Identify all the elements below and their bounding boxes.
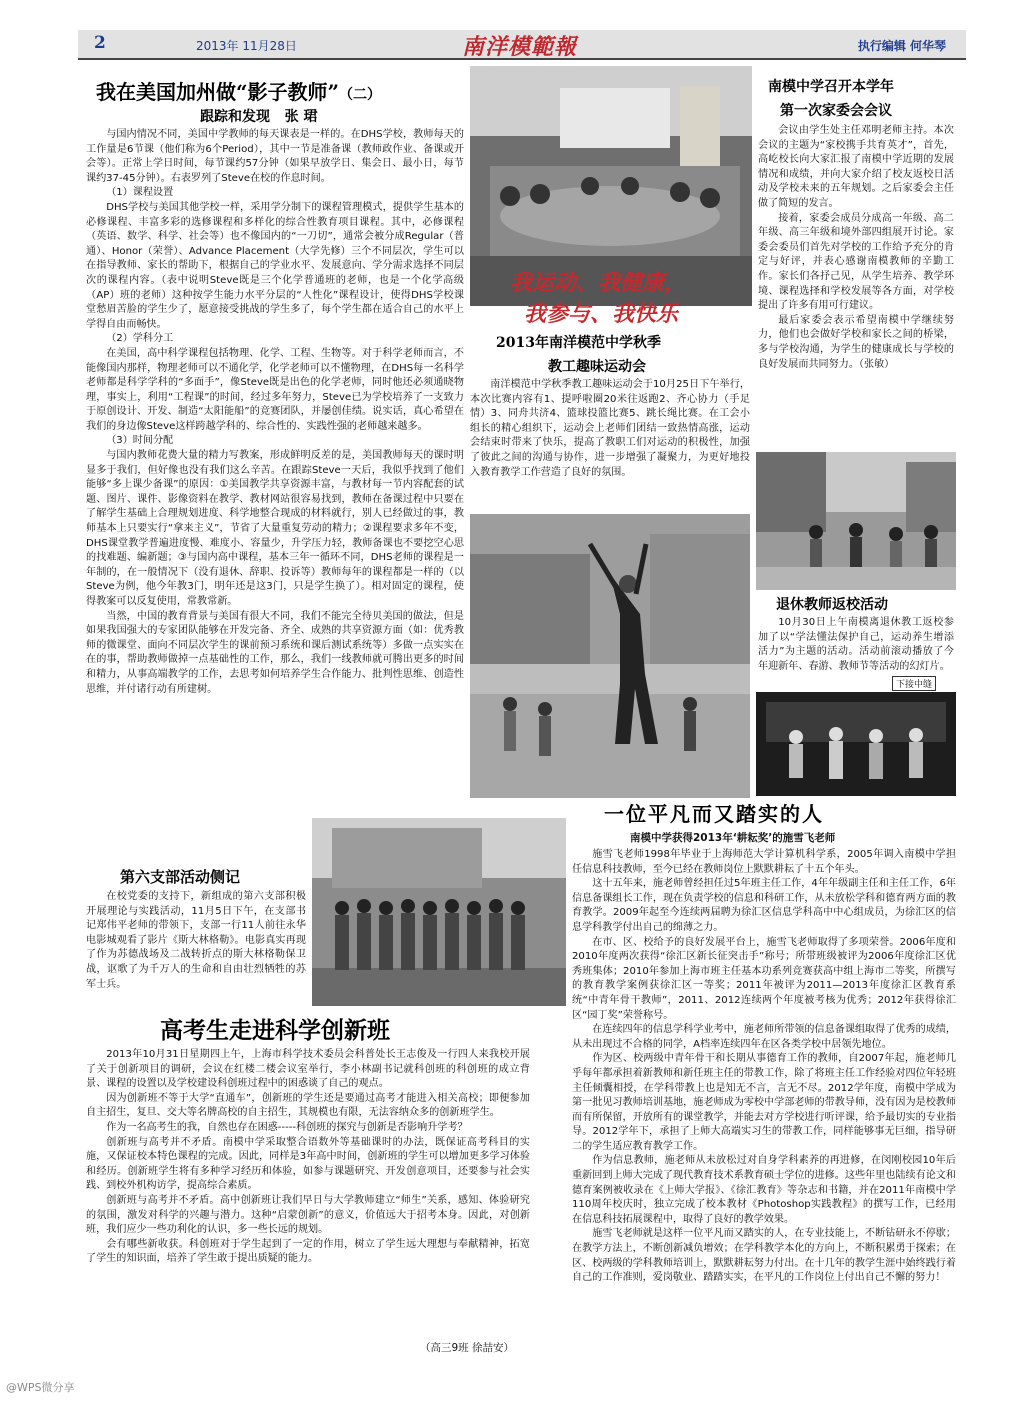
retired-continued-note: 下接中缝 <box>892 676 936 691</box>
science-byline: （高三9班 徐喆安） <box>420 1342 515 1354</box>
article1-para: （2）学科分工 <box>106 333 174 345</box>
science-para: 2013年10月31日星期四上午，上海市科学技术委员会科普处长王志俊及一行四人来我校开展了关于创新项目的调研，会议在红楼二楼会议室举行，李小林副书记就科创班的科创班的成立背景、课程的设置以及学校建设科创班过程中的困惑谈了自己的观点。 <box>86 1049 530 1090</box>
party-branch-image <box>312 818 566 1006</box>
article1-para: 在美国，高中科学课程包括物理、化学、工程、生物等。对于科学老师而言，不能像国内那样，物理老师可以不通化学，化学老师可以不懂物理，在DHS每一名科学老师都是科学学科的“多面手”，像Steve既是出色的化学老师，同时他还必须通晓物理，事实上，利用“工程课”的时间，经过多年努力，Steve已为学校培养了一支致力于原创设计、开发、制造“太阳能船”的竞赛团队，并屡创佳绩。说实话，真心希望在我们的身边像Steve这样跨越学科的、综合性的、实践性强的老师越来越多。 <box>86 347 464 432</box>
sports-title-1: 2013年南洋模范中学秋季 <box>496 335 661 351</box>
science-title: 高考生走进科学创新班 <box>160 1017 390 1044</box>
party-branch-title: 第六支部活动侧记 <box>120 868 241 886</box>
executive-editor: 执行编辑 何华琴 <box>857 39 946 53</box>
article1-subtitle-line <box>200 106 318 126</box>
teacher-para: 在连续四年的信息学科学业考中，施老师所带领的信息备课组取得了优秀的成绩，从未出现过不合格的同学，A档率连续四年在区各类学校中居领先地位。 <box>572 1024 956 1050</box>
retired-title: 退休教师返校活动 <box>776 597 888 613</box>
basketball-photo-image <box>470 514 750 798</box>
article1-para: 与国内情况不同，美国中学教师的每天课表是一样的。在DHS学校，教师每天的工作量是6节课（他们称为6个Period），其中一节是准备课（教师政作业、备课或开会等）。正常上学日时间，每节课约57分钟（如果早放学日、集会日、最小日，每节课约37-45分钟）。右表罗列了Steve在校的作息时间。 <box>86 129 464 184</box>
teacher-para: 作为区、校两级中青年骨干和长期从事德育工作的教师，自2007年起，施老师几乎每年都承担着新教师和新任班主任的带教工作，除了将班主任工作经验对四位年轻班主任倾囊相授，在学科带教上也是知无不言，言无不尽。2012学年度，南模中学成为第一批见习教师培训基地，施老师成为零校中学部老师的带教导师，没有因为是校教师而有所保留，开放所有的课堂教学，并能去对方学校进行听评课，给予最切实的专业指导。2012学年下，承担了上师大高端实习生的带教工作，同样能够事无巨细，指导研二的学生适应教育教学工作。 <box>572 1053 956 1152</box>
page-header <box>78 30 966 60</box>
sports-slogan-1: 我运动、我健康， <box>510 270 687 296</box>
parents-para: 会议由学生处主任邓明老师主持。本次会议的主题为“家校携手共育英才”，首先，高屹校长向大家汇报了南模中学近期的发展情况和成绩，并向大家介绍了校友返校日活动及学校未来的五年规划。之后家委会主任做了简短的发言。 <box>758 125 954 209</box>
sports-slogan-2: 我参与、我快乐 <box>524 301 679 327</box>
article1-para: DHS学校与美国其他学校一样，采用学分制下的课程管理模式，提供学生基本的必修课程、丰富多彩的选修课程和多样化的综合性教育项目课程。其中，必修课程（英语、数学、科学、社会等）也不像国内的“一刀切”，通常会被分成Regular（普通）、Honor（荣誉）、Advance Placement（大学先修）三个不同层次，学生可以在指导教师、家长的帮助下，根据自己的学业水平、发展意向、学分需求选择不同层次的课程内容。（表中说明Steve既是三个化学普通班的老师，也是一个化学高级（AP）班的老师）这种按学生能力水平分层的“人性化”课程设计，使得DHS学校课堂愁眉苦脸的学生少了，愿意接受挑战的学生多了，每个学生都在适合自己的水平上学得自由而畅快。 <box>86 201 464 330</box>
retired-photo-outdoor <box>756 452 956 590</box>
party-branch-photo <box>312 818 566 1006</box>
teacher-para: 作为信息教师，施老师从未放松过对自身学科素养的再进修，在闵刚校园10年后重新回到上师大完成了现代教育技术系教育硕士学位的进修。这些年里也陆续有论文和德育案例被收录在《上师大学报》、《徐汇教育》等杂志和书籍，并在2011年南模中学110周年校庆时，独立完成了校本教材《Photoshop实践教程》的撰写工作，已经用在信息科技拓展课程中，取得了良好的教学效果。 <box>572 1155 956 1225</box>
science-para: 因为创新班不等于大学“直通车”，创新班的学生还是要通过高考才能进入相关高校；即便参加自主招生，复旦、交大等名牌高校的自主招生，其规模也有限，无法容纳众多的创新班学生。 <box>86 1092 530 1119</box>
teacher-subtitle: 南模中学获得2013年‘耕耘奖’的施雪飞老师 <box>630 832 836 844</box>
parents-title-2: 第一次家委会会议 <box>780 103 892 119</box>
retired-para: 10月30日上午南模离退休教工返校参加了以“学法懂法保护自己，运动养生增添活力”为主题的活动。活动前滚动播放了今年迎新年、春游、教师节等活动的幻灯片。 <box>758 617 954 672</box>
party-branch-body <box>86 890 306 1016</box>
parents-para: 最后家委会表示希望南模中学继续努力，他们也会做好学校和家长之间的桥梁，多与学校沟通，为学生的健康成长与学校的良好发展而共同努力。（张敏） <box>758 314 954 370</box>
retired-outdoor-image <box>756 452 956 590</box>
issue-date: 2013年 11月28日 <box>196 39 297 53</box>
parents-para: 接着，家委会成员分成高一年级、高二年级、高三年级和境外部四组展开讨论。家委会委员们首先对学校的工作给予充分的肯定与好评，并表心感谢南模教师的辛勤工作。家长们各抒己见，从学生培养、教学环境、课程选择和学校发展等各方面，对学校提出了许多有用可行建议。 <box>758 212 954 312</box>
science-para: 会有哪些新收获。科创班对于学生起到了一定的作用，树立了学生远大理想与奉献精神，拓宽了学生的知识面，培养了学生敢于提出质疑的能力。 <box>86 1238 530 1265</box>
parents-title-1: 南模中学召开本学年 <box>768 79 894 95</box>
wps-watermark: @WPS微分享 <box>6 1381 75 1394</box>
article1-body <box>86 128 464 818</box>
article1-subtitle: 跟踪和发现 <box>200 109 270 125</box>
teacher-para: 施雪飞老师就是这样一位平凡而又踏实的人，在专业技能上，不断钻研永不停歇；在教学方法上，不断创新减负增效；在学科教学本化的方向上，不断积累勇于探索；在区、校两级的学科教师培训上，默默耕耘努力付出。在十几年的教学生涯中始终践行着自己的工作准则，爱岗敬业、踏踏实实，在平凡的工作岗位上付出自己不懈的努力！ <box>572 1228 956 1284</box>
science-para: 创新班与高考并不矛盾。高中创新班让我们早日与大学教师建立“师生”关系，感知、体验研究的氛围，激发对科学的兴趣与潜力。这种“启蒙创新”的意义，价值远大于招考本身。因此，对创新班，我们应少一些功利化的认识，多一些长远的规划。 <box>86 1194 530 1236</box>
sports-photo-basketball <box>470 514 750 798</box>
teacher-para: 施雪飞老师1998年毕业于上海师范大学计算机科学系，2005年调入南模中学担任信息科技教师，至今已经在教师岗位上默默耕耘了十五个年头。 <box>572 849 956 875</box>
parents-body <box>758 124 954 446</box>
teacher-body <box>572 848 956 1364</box>
science-para: 作为一名高考生的我，自然也存在困惑-----科创班的探究与创新是否影响升学考？ <box>106 1121 468 1133</box>
science-body <box>86 1048 530 1336</box>
masthead-logo: 南洋模範報 <box>462 34 578 60</box>
article1-para: （3）时间分配 <box>106 435 174 447</box>
article1-para: 与国内教师花费大量的精力写教案，形成鲜明反差的是，美国教师每天的课时明显多于我们，但好像也没有我们这么辛苦。在跟踪Steve一天后，我似乎找到了他们能够“多上课少备课”的原因：①美国教学共享资源丰富，与教材每一节内容配套的试题、图片、课件、影像资料在教学、教材网站很容易找到，教师在备课过程中只要在了解学生基础上合理规划进度、科学地整合现成的材料就行，别人已经做过的事，教师基本上只要实行“拿来主义”，节省了大量重复劳动的精力；②课程要求多年不变，DHS课堂教学普遍进度慢、难度小、容量少，升学压力轻，教师备课也不要挖空心思的找难题、编新题；③与国内高中课程，基本三年一循环不同，DHS老师的课程是一年制的，在一般情况下（没有退休、辞职、投诉等）教师每年的课程都是一样的（以Steve为例，他今年教3门，明年还是这3门，只是学生换了）。相对固定的课程，使得教案可以反复使用，常教常新。 <box>86 450 464 607</box>
article1-title: 我在美国加州做“影子教师”（二） <box>96 80 382 104</box>
article1-para: （1）课程设置 <box>106 187 174 199</box>
page-number: 2 <box>94 33 106 53</box>
article1-para: 当然，中国的教育背景与美国有很大不同，我们不能完全待贝美国的做法，但是如果我国强大的专家团队能够在开发完备、齐全、成熟的共享资源方面（如：优秀教师的微课堂、面向不同层次学生的课前预习系统和课后测试系统等）多做一点实实在在的事，帮助教师做掉一点基础性的工作，那么，我们一线教师就可腾出更多的时间和精力，从事高端教学的工作，去思考如何培养学生合作能力、批判性思维、创造性思维，并付诸行动有所建树。 <box>86 610 464 695</box>
teacher-para: 这十五年来，施老师曾经担任过5年班主任工作，4年年级副主任和主任工作，6年信息备课组长工作，现在负责学校的信息和科研工作，从未放松学科和德育两方面的教育教学。2009年起至今连续两届聘为徐汇区信息学科高中中心组成员，为徐汇区的信息学科教学付出自己的绵薄之力。 <box>572 878 956 933</box>
sports-title-2: 教工趣味运动会 <box>548 359 646 375</box>
article1-author: 张 珺 <box>284 109 318 125</box>
article1-title-part: （二） <box>339 87 382 103</box>
sports-para: 南洋模范中学秋季教工趣味运动会于10月25日下午举行，本次比赛内容有1、提呼啦圈20米往返跑2、齐心协力（手足情）3、同舟共济4、篮球投篮比赛5、跳长绳比赛。在工会小组长的精心组织下，运动会上老师们团结一致热情高涨，运动会结束时带来了快乐，提高了教职工们对运动的积极性，加强了彼此之间的沟通与协作，进一步增强了凝聚力，为更好地投入教育教学工作营造了良好的氛围。 <box>470 379 750 478</box>
science-para: 创新班与高考并不矛盾。南模中学采取整合语数外等基础课时的办法，既保证高考科目的实施，又保证校本特色课程的完成。因此，同样是3年高中时间，创新班的学生可以增加更多学习体验和经历。创新班学生将有多种学习经历和体验，如参与课题研究、开发创意项目，还要参与社会实践、到校外机构访学，提高综合素质。 <box>86 1136 530 1192</box>
retired-stage-image <box>756 692 956 796</box>
sports-body <box>470 378 750 508</box>
teacher-para: 在市、区、校给予的良好发展平台上，施雪飞老师取得了多项荣誉。2006年度和2010年度两次获得“徐汇区新长征突击手”称号；所带班级被评为2006年度徐汇区优秀班集体；2010年参加上海市班主任基本功系列竞赛获高中组上海市二等奖，所撰写的教育教学案例获徐汇区一等奖；2011年被评为2011—2013年度徐汇区教育系统“中青年骨干教师”，2011、2012连续两个年度被考核为优秀；2012年获得徐汇区“园丁奖”荣誉称号。 <box>572 936 956 1021</box>
party-branch-para: 在校党委的支持下，新组成的第六支部积极开展理论与实践活动，11月5日下午，在支部书记郑伟平老师的带领下，支部一行11人前往永华电影城观看了影片《斯大林格勒》。电影真实再现了作为苏德战场及二战转折点的斯大林格勒保卫战，讴歌了为千万人的生命和自由壮烈牺牲的苏军士兵。 <box>86 891 306 990</box>
retired-photo-stage <box>756 692 956 796</box>
teacher-title: 一位平凡而又踏实的人 <box>604 802 824 826</box>
